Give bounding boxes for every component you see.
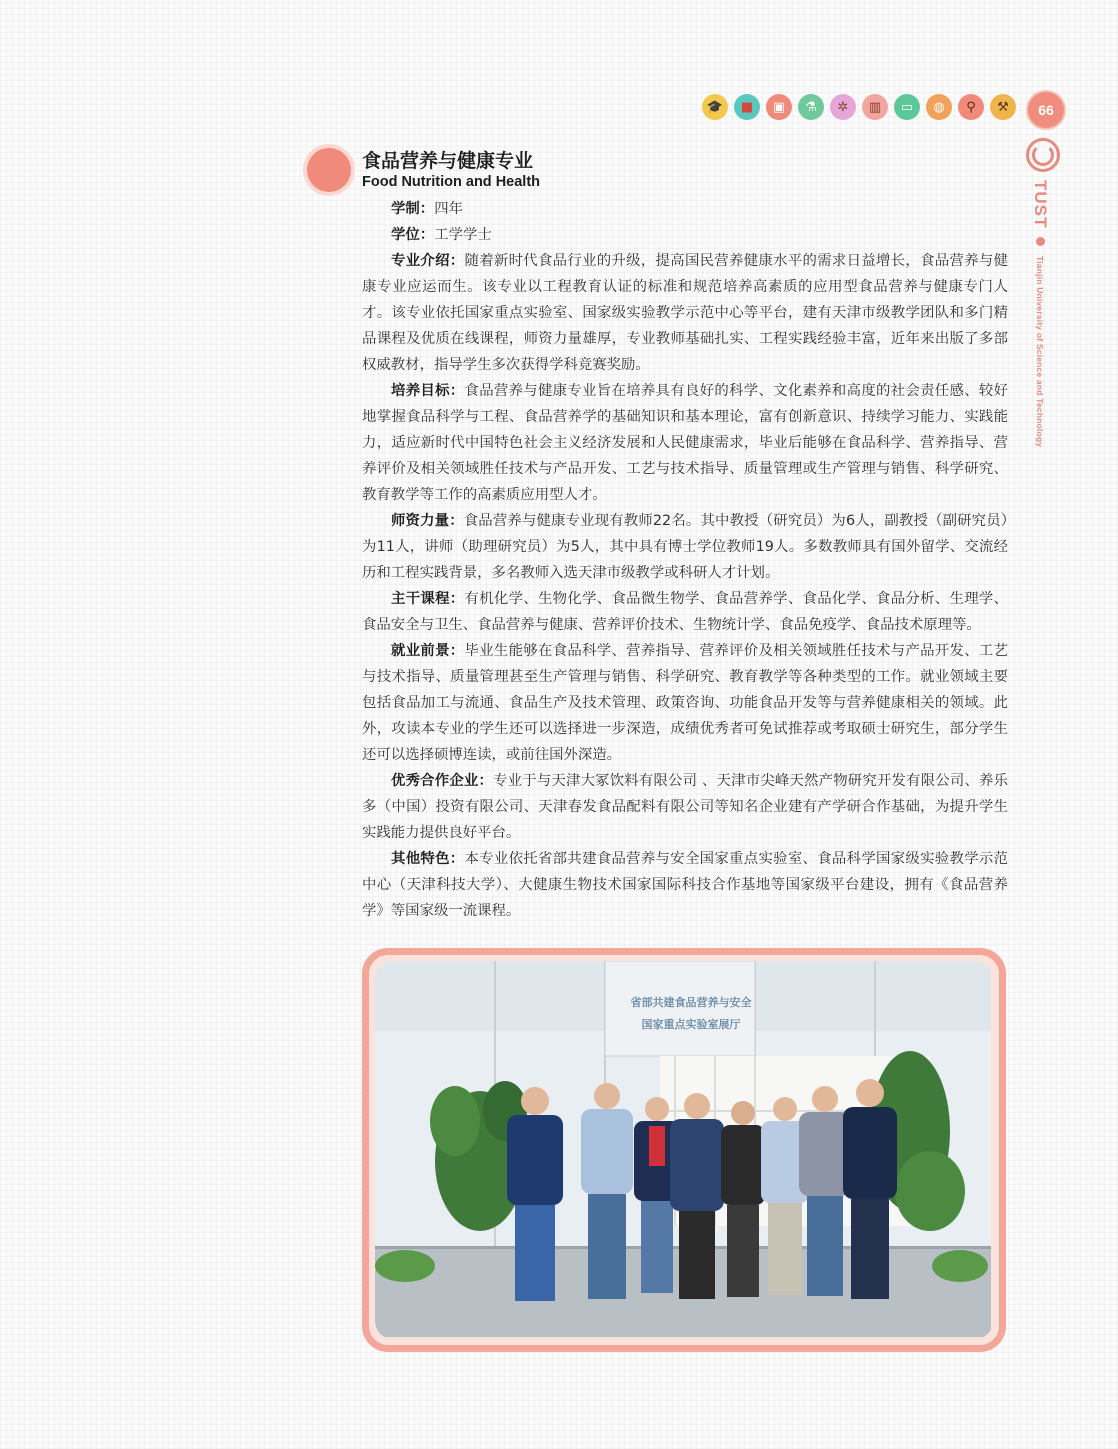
paragraph-objectives [362, 378, 1008, 508]
paragraph-courses [362, 586, 1008, 638]
paragraph-label: 优秀合作企业： [391, 773, 494, 789]
paragraph-text: 随着新时代食品行业的升级，提高国民营养健康水平的需求日益增长，食品营养与健康专业应运而生。该专业以工程教育认证的标准和规范培养高素质的应用型食品营养与健康专门人才。该专业依托国家重点实验室、国家级实验教学示范中心等平台，建有天津市级教学团队和多门精品课程及优质在线课程，师资力量雄厚，专业教师基础扎实、工程实践经验丰富，近年来出版了多部权威教材，指导学生多次获得学科竞赛奖励。 [362, 253, 1008, 373]
paragraph-text: 食品营养与健康专业现有教师22名。其中教授（研究员）为6人，副教授（副研究员）为11人，讲师（助理研究员）为5人，其中具有博士学位教师19人。多数教师具有国外留学、交流经历和工程实践背景，多名教师入选天津市级教学或科研人才计划。 [362, 513, 1008, 581]
paragraph-label: 师资力量： [391, 513, 464, 529]
globe-icon: ◍ [926, 94, 952, 120]
paragraph-degree [362, 222, 1008, 248]
paragraph-label: 就业前景： [391, 643, 465, 659]
section-subtitle: Food Nutrition and Health [362, 174, 541, 190]
flask-icon: ⚗ [798, 94, 824, 120]
section-bullet-icon [307, 148, 351, 192]
paragraph-label: 主干课程： [391, 591, 465, 607]
paragraph-duration [362, 196, 1008, 222]
microscope-icon: ⚲ [958, 94, 984, 120]
university-full-name: Tianjin University of Science and Technology [1035, 256, 1045, 448]
paragraph-label: 学制： [391, 201, 435, 217]
monitor-icon: ▭ [894, 94, 920, 120]
atom-icon: ✲ [830, 94, 856, 120]
paragraph-label: 培养目标： [391, 383, 465, 399]
paragraph-features [362, 846, 1008, 924]
graduation-cap-icon: 🎓 [702, 94, 728, 120]
paragraph-text: 四年 [434, 201, 463, 217]
section-title: 食品营养与健康专业 [362, 150, 534, 172]
university-logo [1026, 138, 1060, 172]
lab-sign-line1: 省部共建食品营养与安全 [630, 996, 752, 1009]
paragraph-text: 专业于与天津大冢饮料有限公司 、天津市尖峰天然产物研究开发有限公司、养乐多（中国）投资有限公司、天津春发食品配料有限公司等知名企业建有产学研合作基础，为提升学生实践能力提供良好平台。 [362, 773, 1008, 841]
paragraph-text: 有机化学、生物化学、食品微生物学、食品营养学、食品化学、食品分析、生理学、食品安全与卫生、食品营养与健康、营养评价技术、生物统计学、食品免疫学、食品技术原理等。 [362, 591, 1008, 633]
chart-icon: ▥ [862, 94, 888, 120]
lab-sign-line2: 国家重点实验室展厅 [641, 1018, 741, 1031]
paragraph-text: 毕业生能够在食品科学、营养指导、营养评价及相关领域胜任技术与产品开发、工艺与技术指导、质量管理甚至生产管理与销售、科学研究、教育教学等各种类型的工作。就业领域主要包括食品加工与流通、食品生产及技术管理、政策咨询、功能食品开发等与营养健康相关的领域。此外，攻读本专业的学生还可以选择进一步深造，成绩优秀者可免试推荐或考取硕士研究生，部分学生还可以选择硕博连读，或前往国外深造。 [362, 643, 1008, 763]
accent-dot-icon [1036, 237, 1045, 246]
header-icon-row [702, 94, 1016, 120]
paragraph-label: 其他特色： [391, 851, 465, 867]
paragraph-text: 食品营养与健康专业旨在培养具有良好的科学、文化素养和高度的社会责任感、较好地掌握食品科学与工程、食品营养学的基础知识和基本理论，富有创新意识、持续学习能力、实践能力，适应新时代中国特色社会主义经济发展和人民健康需求，毕业后能够在食品科学、营养指导、营养评价及相关领域胜任技术与产品开发、工艺与技术指导、质量管理或生产管理与销售、科学研究、教育教学等工作的高素质应用型人才。 [362, 383, 1008, 503]
paragraph-partners [362, 768, 1008, 846]
group-photo-illustration [375, 961, 991, 1337]
paragraph-text: 本专业依托省部共建食品营养与安全国家重点实验室、食品科学国家级实验教学示范中心（天津科技大学）、大健康生物技术国家国际科技合作基地等国家级平台建设，拥有《食品营养学》等国家级一流课程。 [362, 851, 1008, 919]
paragraph-introduction [362, 248, 1008, 378]
paragraph-faculty [362, 508, 1008, 586]
group-photo [375, 961, 993, 1339]
university-vertical-label [1030, 180, 1050, 448]
section-body [362, 196, 1008, 924]
paragraph-label: 专业介绍： [391, 253, 465, 269]
paragraph-text: 工学学士 [434, 227, 492, 243]
book-icon: ■ [734, 94, 760, 120]
page-number-badge: 66 [1026, 90, 1066, 130]
paragraph-employment [362, 638, 1008, 768]
university-abbr: TUST [1031, 180, 1050, 229]
image-icon: ▣ [766, 94, 792, 120]
group-photo-frame [362, 948, 1006, 1352]
paragraph-label: 学位： [391, 227, 435, 243]
gavel-icon: ⚒ [990, 94, 1016, 120]
